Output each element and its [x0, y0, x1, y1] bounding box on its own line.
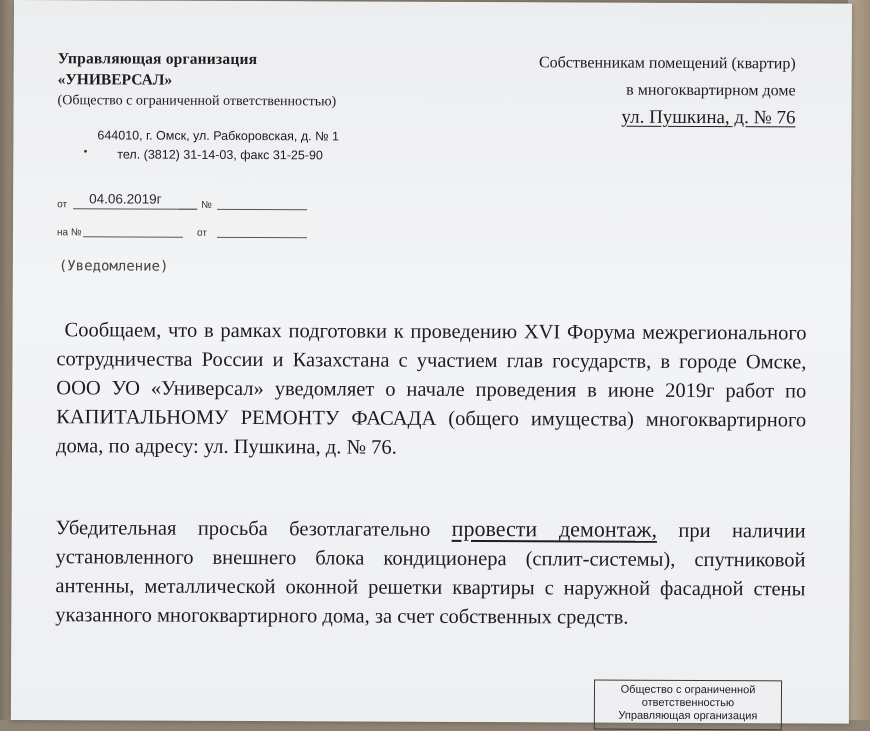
body-paragraph-1: Сообщаем, что в рамках подготовки к проведению XVI Форума межрегионального сотрудничества России и Казахстана с участием глав государств, в городе Омске, ООО УО «Универсал» уведомляет о начале проведения в июне 2019г работ по КАПИТАЛЬНОМУ РЕМОНТУ ФАСАДА (общего имущества) многоквартирного дома, по адресу: ул. Пушкина, д. № 76.: [56, 319, 807, 459]
document-type: (Уведомление): [58, 258, 169, 275]
recipient-line-2: в многоквартирном доме: [626, 81, 796, 100]
org-address: 644010, г. Омск, ул. Рабкоровская, д. № 1: [97, 128, 340, 144]
letter-date: 04.06.2019г: [89, 191, 162, 207]
stamp-line-2: ответственностью: [641, 696, 735, 710]
bullet-mark: •: [83, 144, 88, 159]
date-tail-line: [179, 209, 197, 210]
emphasis-dismantle: провести демонтаж,: [451, 515, 658, 542]
from-label: от: [57, 199, 68, 211]
org-brand: «УНИВЕРСАЛ»: [57, 71, 173, 89]
reply-number-label: на №: [56, 227, 82, 239]
number-label: №: [201, 199, 212, 211]
number-line: [217, 209, 307, 210]
organization-stamp: [594, 680, 782, 731]
stamp-line-3: Управляющая организация: [618, 709, 758, 723]
body-paragraph-2: [55, 512, 806, 633]
org-phone: тел. (3812) 31-14-03, факс 31-25-90: [117, 147, 323, 163]
recipient-address: ул. Пушкина, д. № 76: [621, 106, 796, 129]
paragraph-2-end: при наличии установленного внешнего блока кондиционера (сплит-системы), спутниковой антенны, металлической оконной решетки квартиры с наружной фасадной стены указанного многоквартирного дома, за счет собственных средств.: [55, 519, 806, 629]
org-name: Управляющая организация: [57, 50, 258, 69]
paragraph-2-start: Убедительная просьба безотлагательно: [55, 517, 452, 541]
reply-number-line: [83, 236, 183, 237]
reply-date-line: [217, 237, 307, 238]
stamp-line-1: Общество с ограниченной: [620, 683, 756, 697]
recipient-line-1: Собственникам помещений (квартир): [538, 54, 796, 73]
document-sheet: [11, 0, 852, 724]
reply-date-label: от: [196, 227, 207, 239]
org-legal-form: (Общество с ограниченной ответственностью): [57, 93, 337, 110]
